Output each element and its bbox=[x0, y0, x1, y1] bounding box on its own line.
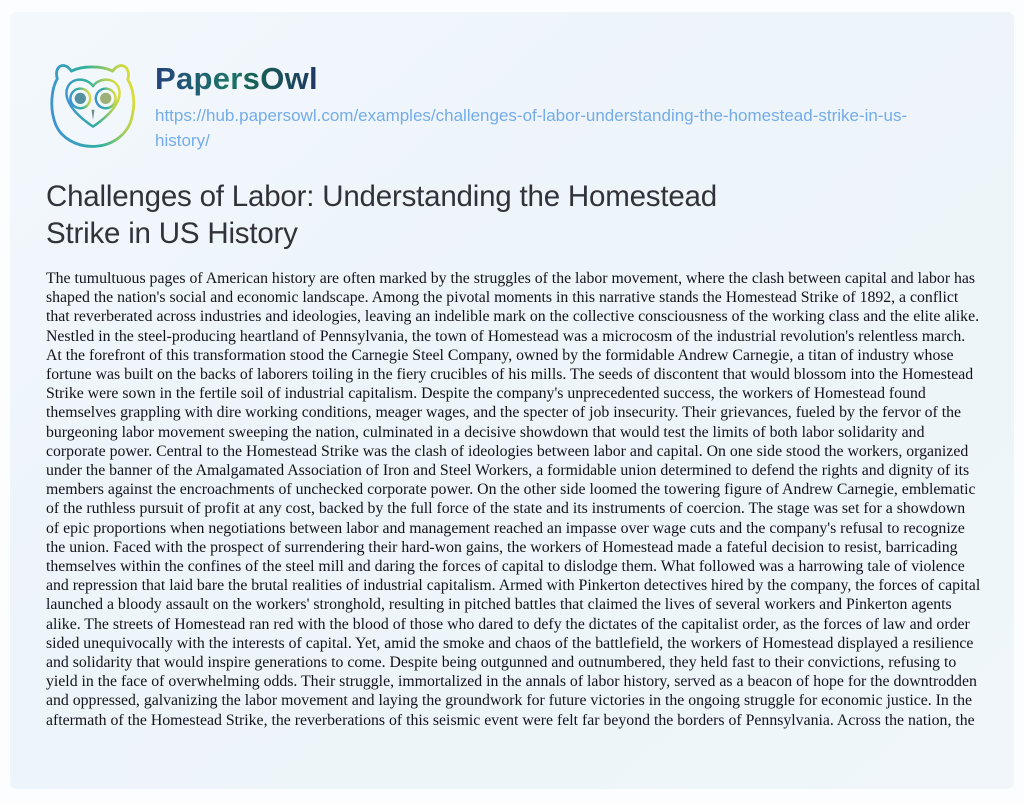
site-header bbox=[46, 58, 979, 153]
owl-icon bbox=[46, 58, 140, 152]
brand-block bbox=[155, 58, 939, 153]
page-card bbox=[10, 12, 1014, 789]
brand-name[interactable]: PapersOwl bbox=[155, 61, 318, 96]
article-title: Challenges of Labor: Understanding the Homestead Strike in US History bbox=[46, 180, 717, 250]
article-body: The tumultuous pages of American history are often marked by the struggles of the labor movement, where the clash between capital and labor has shaped the nation's social and economic landscape. Among the pivotal moments in this narrative stands the Homestead Strike of 1892, a conflict that reverberated across industries and ideologies, leaving an indelible mark on the collective consciousness of the working class and the elite alike. Nestled in the steel-producing heartland of Pennsylvania, the town of Homestead was a microcosm of the industrial revolution's relentless march. At the forefront of this transformation stood the Carnegie Steel Company, owned by the formidable Andrew Carnegie, a titan of industry whose fortune was built on the backs of laborers toiling in the fiery crucibles of his mills. The seeds of discontent that would blossom into the Homestead Strike were sown in the fertile soil of industrial capitalism. Despite the company's unprecedented success, the workers of Homestead found themselves grappling with dire working conditions, meager wages, and the specter of job insecurity. Their grievances, fueled by the fervor of the burgeoning labor movement sweeping the nation, culminated in a decisive showdown that would test the limits of both labor solidarity and corporate power. Central to the Homestead Strike was the clash of ideologies between labor and capital. On one side stood the workers, organized under the banner of the Amalgamated Association of Iron and Steel Workers, a formidable union determined to defend the rights and dignity of its members against the encroachments of unchecked corporate power. On the other side loomed the towering figure of Andrew Carnegie, emblematic of the ruthless pursuit of profit at any cost, backed by the full force of the state and its instruments of coercion. The stage was set for a showdown of epic proportions when negotiations between labor and management reached an impasse over wage cuts and the company's refusal to recognize the union. Faced with the prospect of surrendering their hard-won gains, the workers of Homestead made a fateful decision to resist, barricading themselves within the confines of the steel mill and daring the forces of capital to dislodge them. What followed was a harrowing tale of violence and repression that laid bare the brutal realities of industrial capitalism. Armed with Pinkerton detectives hired by the company, the forces of capital launched a bloody assault on the workers' stronghold, resulting in pitched battles that claimed the lives of several workers and Pinkerton agents alike. The streets of Homestead ran red with the blood of those who dared to defy the dictates of the capitalist order, as the forces of law and order sided unequivocally with the interests of capital. Yet, amid the smoke and chaos of the battlefield, the workers of Homestead displayed a resilience and solidarity that would inspire generations to come. Despite being outgunned and outnumbered, they held fast to their convictions, refusing to yield in the face of overwhelming odds. Their struggle, immortalized in the annals of labor history, served as a beacon of hope for the downtrodden and oppressed, galvanizing the labor movement and laying the groundwork for future victories in the ongoing struggle for economic justice. In the aftermath of the Homestead Strike, the reverberations of this seismic event were felt far beyond the borders of Pennsylvania. Across the nation, the bbox=[46, 270, 981, 729]
papersowl-logo[interactable] bbox=[46, 58, 140, 152]
page-url-link[interactable]: https://hub.papersowl.com/examples/challenges-of-labor-understanding-the-homestead-strike-in-us-history/ bbox=[155, 106, 908, 150]
